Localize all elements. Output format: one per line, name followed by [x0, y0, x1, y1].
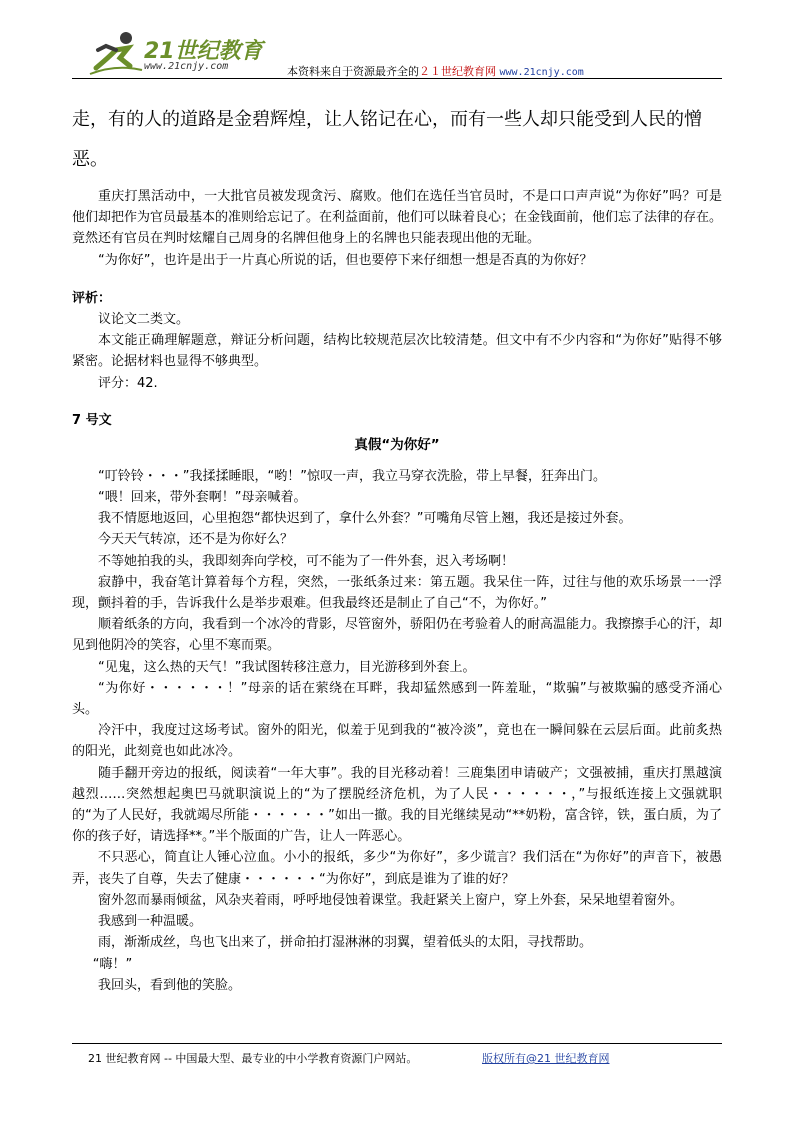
footer-divider: [72, 1043, 722, 1044]
essay-paragraph: 冷汗中，我度过这场考试。窗外的阳光，似羞于见到我的“被冷淡”，竟也在一瞬间躲在云层后面。此前炙热的阳光，此刻竟也如此冰冷。: [72, 723, 722, 760]
essay-title: 真假“为你好”: [354, 436, 440, 453]
header-note-prefix: 本资料来自于资源最齐全的: [287, 65, 419, 78]
page-content: [72, 100, 722, 996]
review-line: 议论文二类文。: [98, 312, 190, 328]
essay-number: 7 号文: [72, 412, 112, 428]
essay-paragraph: “为你好”，也许是出于一片真心所说的话，但也要停下来仔细想一想是否真的为你好？: [98, 252, 593, 268]
review-line: 本文能正确理解题意，辩证分析问题，结构比较规范层次比较清楚。但文中有不少内容和“为你好”贴得不够紧密。论据材料也显得不够典型。: [72, 333, 722, 370]
essay-paragraph: 雨，渐渐成丝，鸟也飞出来了，拼命拍打湿淋淋的羽翼，望着低头的太阳，寻找帮助。: [98, 935, 593, 951]
essay-paragraph: 寂静中，我奋笔计算着每个方程，突然，一张纸条过来：第五题。我呆住一阵，过往与他的欢乐场景一一浮现，颤抖着的手，告诉我什么是举步艰难。但我最终还是制止了自己“不，为你好。”: [72, 574, 722, 612]
page-header: [72, 28, 722, 80]
footer-copyright-link[interactable]: 版权所有@21 世纪教育网: [482, 1052, 610, 1065]
logo-url: www.21cnjy.com: [144, 61, 229, 72]
essay-paragraph: “为你好・・・・・・！”母亲的话在萦绕在耳畔，我却猛然感到一阵羞耻，“欺骗”与被欺骗的感受齐涌心头。: [72, 680, 722, 718]
header-note: [287, 63, 584, 79]
essay-paragraph: “喂！回来，带外套啊！”母亲喊着。: [98, 490, 307, 506]
essay-paragraph: 随手翻开旁边的报纸，阅读着“一年大事”。我的目光移动着！三鹿集团申请破产；文强被捕，重庆打黑越演越烈……突然想起奥巴马就职演说上的“为了摆脱经济危机，为了人民・・・・・・，”与报纸连接上文强就职的“为了人民好，我就竭尽所能・・・・・・”如出一撤。我的目光继续晃动“**奶粉，富含锌，铁，蛋白质，为了你的孩子好，请选择**。”半个版面的广告，让人一阵恶心。: [72, 765, 722, 845]
runner-logo-icon: [86, 28, 146, 78]
essay-paragraph: 不等她拍我的头，我即刻奔向学校，可不能为了一件外套，迟入考场啊！: [98, 553, 515, 569]
footer-text: 21 世纪教育网 -- 中国最大型、最专业的中小学教育资源门户网站。: [88, 1052, 418, 1065]
logo-text: 21世纪教育: [144, 39, 263, 64]
header-note-highlight: ２１世纪教育网: [419, 65, 496, 78]
essay-paragraph: 窗外忽而暴雨倾盆，风杂夹着雨，呼呼地侵蚀着课堂。我赶紧关上窗户，穿上外套，呆呆地望着窗外。: [98, 892, 684, 908]
lead-paragraph: 走，有的人的道路是金碧辉煌，让人铭记在心，而有一些人却只能受到人民的憎恶。: [72, 109, 702, 170]
header-note-url[interactable]: www.21cnjy.com: [499, 67, 584, 78]
essay-paragraph: 顺着纸条的方向，我看到一个冰冷的背影，尽管窗外，骄阳仍在考验着人的耐高温能力。我擦擦手心的汗，却见到他阴冷的笑容，心里不寒而栗。: [72, 617, 723, 654]
essay-paragraph: 今天天气转凉，还不是为你好么？: [98, 532, 294, 548]
essay-paragraph: 我感到一种温暖。: [98, 914, 203, 930]
essay-paragraph: 我回头，看到他的笑脸。: [98, 977, 242, 993]
essay-paragraph: “见鬼，这么热的天气！”我试图转移注意力，目光游移到外套上。: [98, 659, 476, 675]
essay-paragraph: “嗨！”: [92, 956, 133, 972]
header-divider: [72, 78, 722, 79]
review-label: 评析：: [72, 290, 112, 306]
essay-paragraph: 我不情愿地返回，心里抱怨“都快迟到了，拿什么外套？”可嘴角尽管上翘，我还是接过外套。: [98, 511, 632, 527]
essay-paragraph: “叮铃铃・・・”我揉揉睡眼，“哟！”惊叹一声，我立马穿衣洗脸，带上早餐，狂奔出门。: [98, 468, 606, 484]
review-score: 评分：42.: [98, 375, 158, 391]
essay-paragraph: 重庆打黑活动中，一大批官员被发现贪污、腐败。他们在选任当官员时，不是口口声声说“为你好”吗？可是他们却把作为官员最基本的准则给忘记了。在利益面前，他们可以昧着良心；在金钱面前，他们忘了法律的存在。竟然还有官员在判时炫耀自己周身的名牌但他身上的名牌也只能表现出他的无耻。: [72, 189, 723, 247]
essay-paragraph: 不只恶心，简直让人锤心泣血。小小的报纸，多少“为你好”，多少谎言？我们活在“为你好”的声音下，被愚弄，丧失了自尊，失去了健康・・・・・・“为你好”，到底是谁为了谁的好？: [72, 850, 722, 887]
